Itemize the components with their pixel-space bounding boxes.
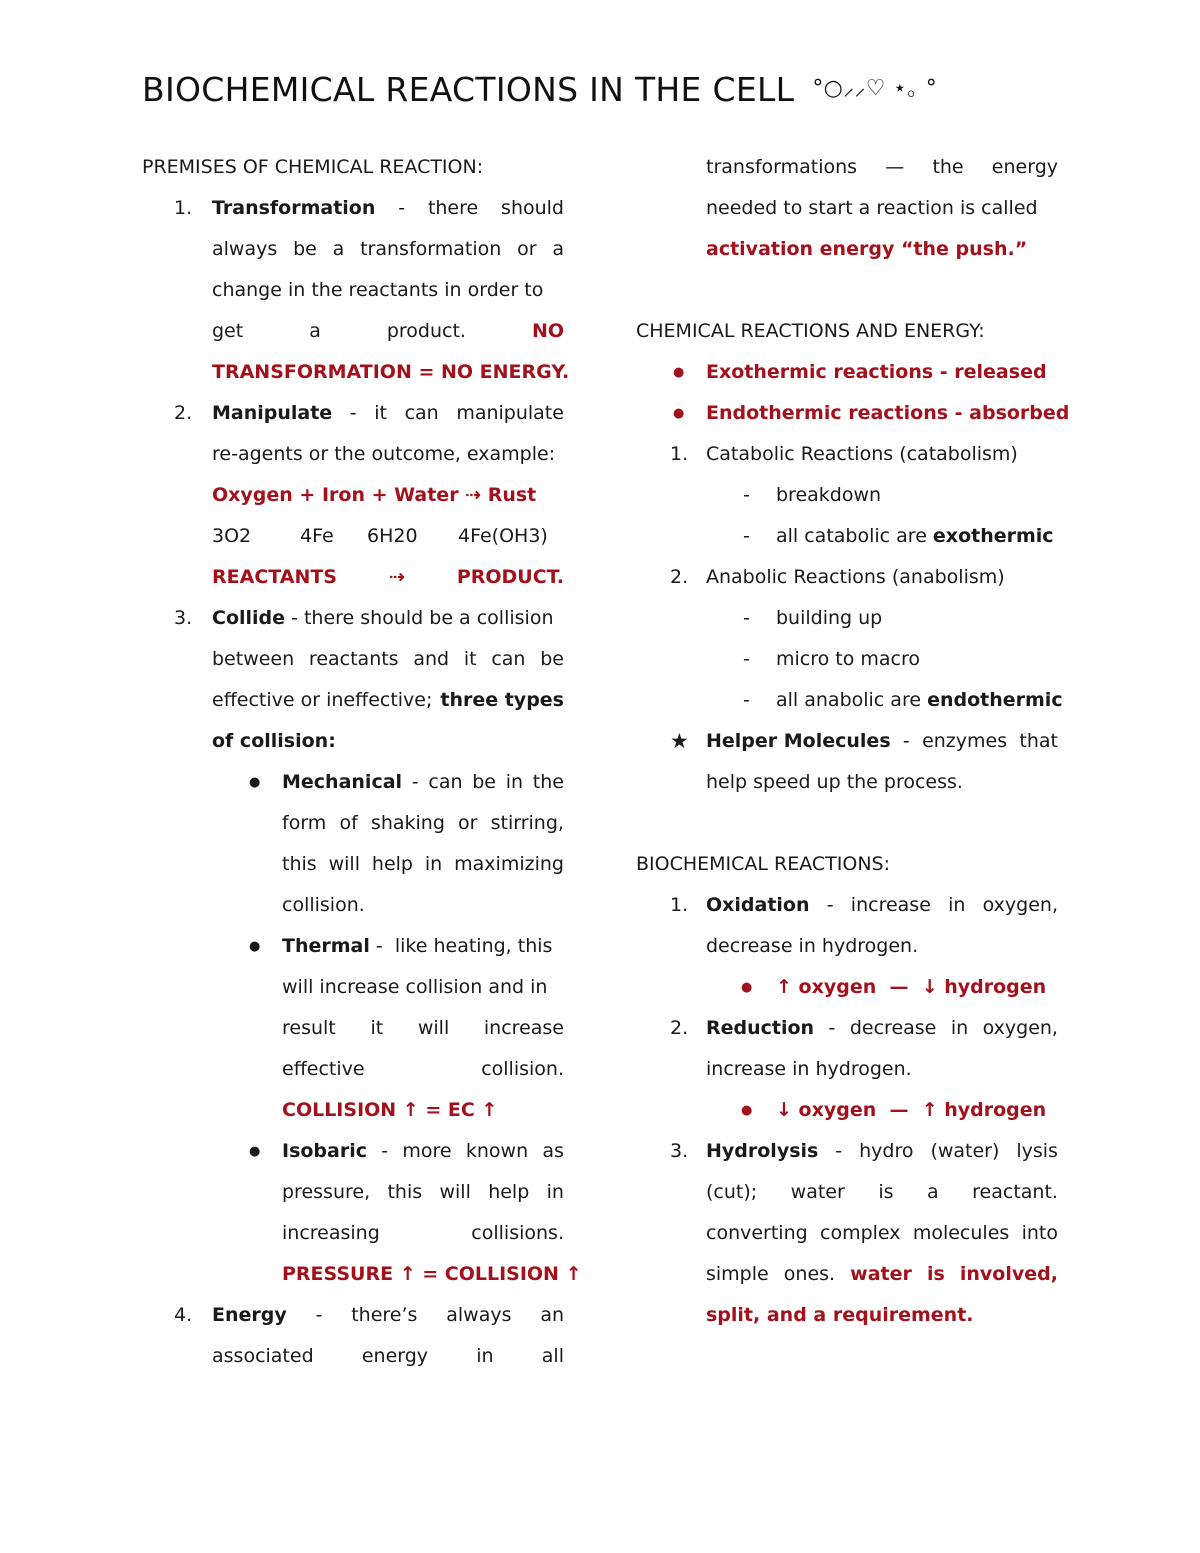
term: Energy	[212, 1304, 287, 1326]
text-line: collision.	[282, 894, 365, 916]
formula-line	[142, 516, 564, 557]
word: -	[381, 1140, 389, 1162]
highlight-line: split, and a requirement.	[706, 1304, 974, 1326]
term: Thermal	[282, 935, 370, 957]
word: of	[339, 812, 358, 834]
word: as	[542, 1140, 564, 1162]
bullet-icon: ●	[249, 939, 261, 954]
text-line	[142, 229, 564, 270]
word: increasing	[282, 1222, 380, 1244]
word: that	[1019, 730, 1058, 752]
text-line	[636, 1254, 1058, 1295]
list-item	[142, 188, 564, 229]
text-line	[142, 844, 564, 885]
bullet-item	[142, 762, 564, 803]
text: ↑ oxygen — ↓ hydrogen	[776, 976, 1047, 998]
text: Exothermic reactions - released	[706, 361, 1047, 383]
text: all catabolic are	[776, 525, 933, 547]
word: -	[398, 197, 406, 219]
word: -	[828, 1017, 836, 1039]
bullet-item	[142, 1131, 564, 1172]
text: exothermic	[932, 525, 1054, 547]
word: —	[885, 156, 905, 178]
word: will	[328, 853, 360, 875]
dash-item	[636, 516, 1058, 557]
word: REACTANTS	[212, 566, 337, 588]
text: Endothermic reactions - absorbed	[706, 402, 1070, 424]
text: micro to macro	[776, 648, 921, 670]
bullet-icon: ●	[741, 1103, 753, 1118]
text: Catabolic Reactions (catabolism)	[706, 443, 1018, 465]
word: be	[293, 238, 317, 260]
star-item	[636, 721, 1058, 762]
word: -	[902, 730, 910, 752]
word: water	[850, 1263, 912, 1285]
word: there	[427, 197, 479, 219]
bullet-icon: ●	[673, 406, 685, 421]
word: -	[826, 894, 834, 916]
text-line: decrease in hydrogen.	[706, 935, 919, 957]
word: oxygen,	[982, 1017, 1058, 1039]
word: is	[926, 1263, 945, 1285]
word: stirring,	[490, 812, 564, 834]
word: into	[1021, 1222, 1058, 1244]
text-line: needed to start a reaction is called	[706, 197, 1038, 219]
highlight-line: PRESSURE ↑ = COLLISION ↑	[282, 1263, 582, 1285]
word: maximizing	[454, 853, 564, 875]
text-line	[142, 1049, 564, 1090]
word: it	[370, 1017, 384, 1039]
text-line: help speed up the process.	[706, 771, 963, 793]
highlight-line: activation energy “the push.”	[706, 238, 1028, 260]
text-line	[636, 147, 1058, 188]
dash-icon: -	[743, 607, 750, 629]
text: breakdown	[776, 484, 882, 506]
word: between	[212, 648, 295, 670]
word: it	[463, 648, 477, 670]
word: -	[411, 771, 419, 793]
star-icon: ★	[670, 729, 689, 753]
list-item	[142, 1295, 564, 1336]
text: - there should be a collision	[285, 607, 554, 629]
word: -	[835, 1140, 843, 1162]
item-number: 3.	[174, 607, 193, 629]
word: an	[540, 1304, 564, 1326]
word: a	[927, 1181, 939, 1203]
word: help	[488, 1181, 530, 1203]
dash-item	[636, 680, 1063, 721]
bullet-icon: ●	[741, 980, 753, 995]
text: three types	[440, 689, 564, 711]
word: (water)	[930, 1140, 1000, 1162]
term: Manipulate	[212, 402, 333, 424]
list-item	[636, 434, 1058, 475]
word: the	[532, 771, 564, 793]
word: ones.	[783, 1263, 836, 1285]
bullet-icon: ●	[673, 365, 685, 380]
word: it	[374, 402, 387, 424]
word: a	[309, 320, 321, 342]
word: this	[387, 1181, 423, 1203]
word: lysis	[1016, 1140, 1058, 1162]
word: energy	[361, 1345, 429, 1367]
word: hydro	[859, 1140, 914, 1162]
word: can	[404, 402, 439, 424]
text: all anabolic are	[776, 689, 928, 711]
list-item	[142, 393, 564, 434]
term: Transformation	[212, 197, 376, 219]
term: Oxidation	[706, 894, 810, 916]
highlight: NO	[531, 320, 564, 342]
dash-icon: -	[743, 689, 750, 711]
bullet-icon: ●	[249, 1144, 261, 1159]
text-line	[142, 803, 564, 844]
bullet-item	[636, 352, 1058, 393]
word: be	[540, 648, 564, 670]
word: effective	[282, 1058, 365, 1080]
formula-term: 3O2	[212, 525, 252, 547]
word: always	[446, 1304, 512, 1326]
text-line: of collision:	[212, 730, 336, 752]
word: -	[349, 402, 357, 424]
text: ↓ oxygen — ↑ hydrogen	[776, 1099, 1047, 1121]
word: increase	[850, 894, 931, 916]
word: always	[212, 238, 278, 260]
word: a	[332, 238, 345, 260]
text-line	[142, 1172, 564, 1213]
list-item	[636, 557, 1058, 598]
word: increase	[483, 1017, 564, 1039]
word: in	[505, 771, 524, 793]
bullet-item	[142, 926, 564, 967]
word: or	[458, 812, 478, 834]
word: can	[491, 648, 526, 670]
term: Reduction	[706, 1017, 815, 1039]
item-number: 3.	[670, 1140, 689, 1162]
left-column	[142, 147, 582, 1377]
text-line	[142, 680, 564, 721]
arrow: ⇢	[388, 566, 405, 588]
word: be	[472, 771, 496, 793]
section-heading-premises: PREMISES OF CHEMICAL REACTION:	[142, 156, 484, 178]
word: in	[476, 1345, 494, 1367]
dash-item	[636, 639, 1058, 680]
item-number: 2.	[670, 566, 689, 588]
formula-term: 4Fe	[300, 525, 334, 547]
text-line	[142, 639, 564, 680]
dash-icon: -	[743, 525, 750, 547]
item-number: 1.	[670, 443, 689, 465]
title-text: BIOCHEMICAL REACTIONS IN THE CELL	[142, 70, 795, 109]
spacer	[636, 803, 1058, 844]
word: will	[417, 1017, 450, 1039]
item-number: 2.	[670, 1017, 689, 1039]
word: reactants	[308, 648, 399, 670]
term: Collide	[212, 607, 286, 629]
word: -	[315, 1304, 323, 1326]
text-line: change in the reactants in order to	[212, 279, 544, 301]
bullet-item	[636, 1090, 1058, 1131]
term: Isobaric	[282, 1140, 367, 1162]
word: in	[948, 894, 966, 916]
word: water	[790, 1181, 845, 1203]
list-item	[636, 885, 1058, 926]
word: transformations	[706, 156, 858, 178]
term: Mechanical	[282, 771, 403, 793]
text: endothermic	[927, 689, 1063, 711]
word: in	[546, 1181, 564, 1203]
text-line	[142, 1336, 564, 1377]
title-decoration: °○⸝⸝♡ ⋆｡ °	[812, 76, 938, 101]
text-line	[636, 1213, 1058, 1254]
word: the	[932, 156, 964, 178]
item-number: 1.	[174, 197, 193, 219]
word: simple	[706, 1263, 769, 1285]
section-heading-energy: CHEMICAL REACTIONS AND ENERGY:	[636, 320, 985, 342]
word: in	[424, 853, 443, 875]
word: oxygen,	[982, 894, 1058, 916]
list-item	[142, 598, 564, 639]
word: will	[439, 1181, 471, 1203]
word: enzymes	[922, 730, 1008, 752]
word: or	[517, 238, 537, 260]
word: form	[282, 812, 327, 834]
text-line: will increase collision and in	[282, 976, 548, 998]
word: get	[212, 320, 244, 342]
word: this	[282, 853, 317, 875]
text-line: increase in hydrogen.	[706, 1058, 912, 1080]
bullet-item	[636, 393, 1070, 434]
dash-item	[636, 475, 1058, 516]
word: there’s	[351, 1304, 418, 1326]
page-title	[142, 70, 937, 109]
term: Hydrolysis	[706, 1140, 819, 1162]
text: effective or ineffective;	[212, 689, 433, 711]
word: shaking	[370, 812, 445, 834]
right-column	[636, 147, 1070, 1336]
text: - like heating, this	[369, 935, 553, 957]
highlight-line: COLLISION ↑ = EC ↑	[282, 1099, 498, 1121]
dash-item	[636, 598, 1058, 639]
word: reactant.	[972, 1181, 1058, 1203]
item-number: 1.	[670, 894, 689, 916]
list-item	[636, 1131, 1058, 1172]
highlight-line: TRANSFORMATION = NO ENERGY.	[212, 361, 570, 383]
bullet-item	[636, 967, 1058, 1008]
word: transformation	[360, 238, 502, 260]
word: collisions.	[471, 1222, 564, 1244]
text-line	[636, 1172, 1058, 1213]
word: manipulate	[456, 402, 564, 424]
word: molecules	[912, 1222, 1010, 1244]
bullet-icon: ●	[249, 775, 261, 790]
formula-term: 6H20	[367, 525, 418, 547]
word: energy	[991, 156, 1058, 178]
list-item	[636, 1008, 1058, 1049]
word: a	[552, 238, 564, 260]
word: collision.	[481, 1058, 564, 1080]
word: product.	[386, 320, 466, 342]
equation-line: Oxygen + Iron + Water ⇢ Rust	[212, 484, 537, 506]
formula-term: 4Fe(OH3)	[458, 525, 548, 547]
dash-icon: -	[743, 484, 750, 506]
item-number: 4.	[174, 1304, 193, 1326]
dash-icon: -	[743, 648, 750, 670]
word: known	[465, 1140, 529, 1162]
word: more	[402, 1140, 452, 1162]
text: Anabolic Reactions (anabolism)	[706, 566, 1005, 588]
text-line	[142, 1213, 564, 1254]
word: PRODUCT.	[456, 566, 564, 588]
word: in	[950, 1017, 969, 1039]
word: decrease	[849, 1017, 937, 1039]
text-line	[142, 1008, 564, 1049]
word: associated	[212, 1345, 314, 1367]
word: can	[428, 771, 463, 793]
text-line	[142, 311, 564, 352]
word: (cut);	[706, 1181, 758, 1203]
term: Helper Molecules	[706, 730, 891, 752]
text: building up	[776, 607, 883, 629]
word: should	[501, 197, 564, 219]
word: help	[371, 853, 413, 875]
word: complex	[820, 1222, 901, 1244]
section-heading-biochemical: BIOCHEMICAL REACTIONS:	[636, 853, 891, 875]
word: and	[413, 648, 450, 670]
equation-line	[142, 557, 564, 598]
word: involved,	[959, 1263, 1058, 1285]
word: is	[878, 1181, 894, 1203]
word: pressure,	[282, 1181, 371, 1203]
spacer	[636, 270, 1058, 311]
word: converting	[706, 1222, 808, 1244]
word: all	[541, 1345, 564, 1367]
word: result	[282, 1017, 336, 1039]
text-line: re-agents or the outcome, example:	[212, 443, 556, 465]
item-number: 2.	[174, 402, 193, 424]
